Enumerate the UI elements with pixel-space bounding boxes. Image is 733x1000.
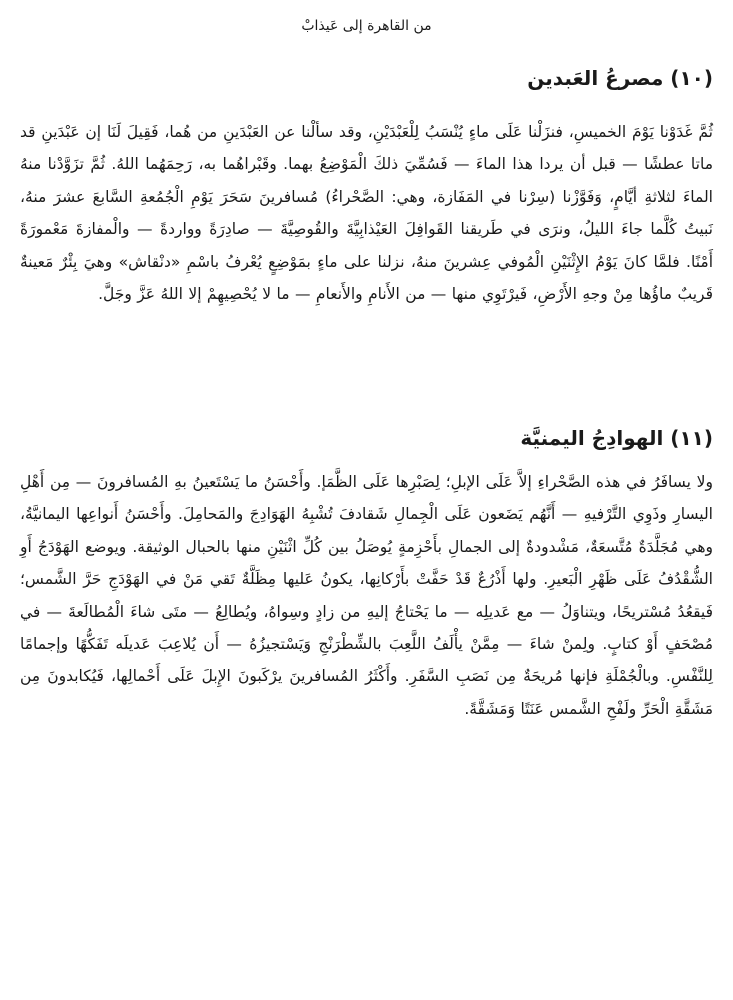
section-heading-11: (١١) الهوادِجُ اليمنيَّة	[520, 426, 713, 450]
section-heading-10: (١٠) مصرعُ العَبدين	[527, 66, 713, 90]
section-body-11: ولا يسافَرُ في هذه الصَّحْراءِ إلاَّ عَلَى الإبلِ؛ لِصَبْرِها عَلَى الظَّمَإ. وأَحْسَنُ ما يَسْتَعينُ بهِ المُسافرونَ — مِن أَهْلِ اليسارِ وذَوِي التَّرْفيهِ — أَنَّهُم يَضَعون عَلَى الْجِمالِ شَقادفَ تُشْبِهُ الهَوَادِجَ والمَحامِلَ. وأَحْسَنُ أَنواعِها اليمانيَّةُ، وهي مُجَلَّدَةٌ مُتَّسعَةٌ، مَشْدودةٌ إلى الجمالِ بأَحْزِمةٍ يُوصَلُ بين كُلِّ اثْنَيْنِ منها بالحبال الوثيقة. ويوضع الهَوْدَجُ أَوِ الشُّقْدُفُ عَلَى ظَهْرِ الْبَعيرِ. ولها أَذْرُعٌ قَدْ حَفَّتْ بأَرْكانِها، يكونُ عَليها مِظَلَّةٌ تَقي مَنْ في الهَوْدَجِ حَرَّ الشَّمس؛ فَيقعُدُ مُسْتريحًا، ويتناوَلُ — مع عَديلِه — ما يَحْتاجُ إليهِ من زادٍ وسِواهُ، ويُطالِعُ — متَى شاءَ الْمُطالَعةَ — في مُصْحَفٍ أَوْ كتابٍ. ولِمنْ شاءَ — مِمَّنْ يأْلَفُ اللَّعِبَ بالشِّطْرَنْجِ وَيَسْتجيزُهُ — أَن يُلاعِبَ عَديلَه تَفَكُّهًا وإجمامًا لِلنَّفْسِ. وبالْجُمْلَةِ فإنها مُريحَةٌ مِن نَصَبِ السَّفَرِ. وأَكْثَرُ المُسافرينَ يرْكَبونَ الإِبلَ عَلَى أَحْمالِها، فَيُكابدونَ مِن مَشَقَّةِ الْحَرِّ ولَفْحِ الشَّمس عَنَتًا وَمَشَقَّةً.	[20, 473, 713, 718]
running-header: من القاهرة إلى عَيذابْ	[301, 18, 432, 34]
book-page	[20, 0, 713, 1000]
section-body-10: ثُمَّ غَدَوْنا يَوْمَ الخميسِ، فنزَلْنا عَلَى ماءٍ يُنْسَبُ لِلْعَبْدَيْنِ، وقد سألْنا عن العَبْدَينِ من هُما، فَقِيلَ لَنَا إن عَبْدَينِ قد ماتا عطشًا — قبل أن يردا هذا الماءَ — فَسُمِّيَ ذلكَ الْمَوْضِعُ بهما. وقَبْراهُما به، رَحِمَهُما اللهُ. ثُمَّ تزَوَّدْنا منهُ الماءَ لثلاثةِ أيَّامٍ، وَفَوَّزْنا (سِرْنا في المَفَازة، وهي: الصَّحْراءُ) مُسافرينَ سَحَرَ يَوْمِ الْجُمُعةِ السَّابعَ عشرَ منهُ، نَبيتُ كُلَّما جاءَ الليلُ، ونرَى في طَريقنا القَوافِلَ العَيْذابِيَّةَ والقُوصِيَّةَ — صادِرَةً وواردةً — والْمفازةَ مَعْمورَةً أَمْنًا. فلمَّا كانَ يَوْمُ الإِثْنَيْنِ الْمُوفي عِشرينَ منهُ، نزلنا على ماءٍ بمَوْضِعٍ يُعْرفُ باسْمِ «دنْقاش» وهيَ بِئْرٌ مَعينةٌ قَريبٌ ماؤُها مِنْ وجهِ الأَرْضِ، فَيرْتَوِي منها — من الأَنامِ والأَنعامِ — ما لا يُحْصِيهِمْ إلا اللهُ عَزَّ وجَلَّ.	[20, 123, 713, 304]
